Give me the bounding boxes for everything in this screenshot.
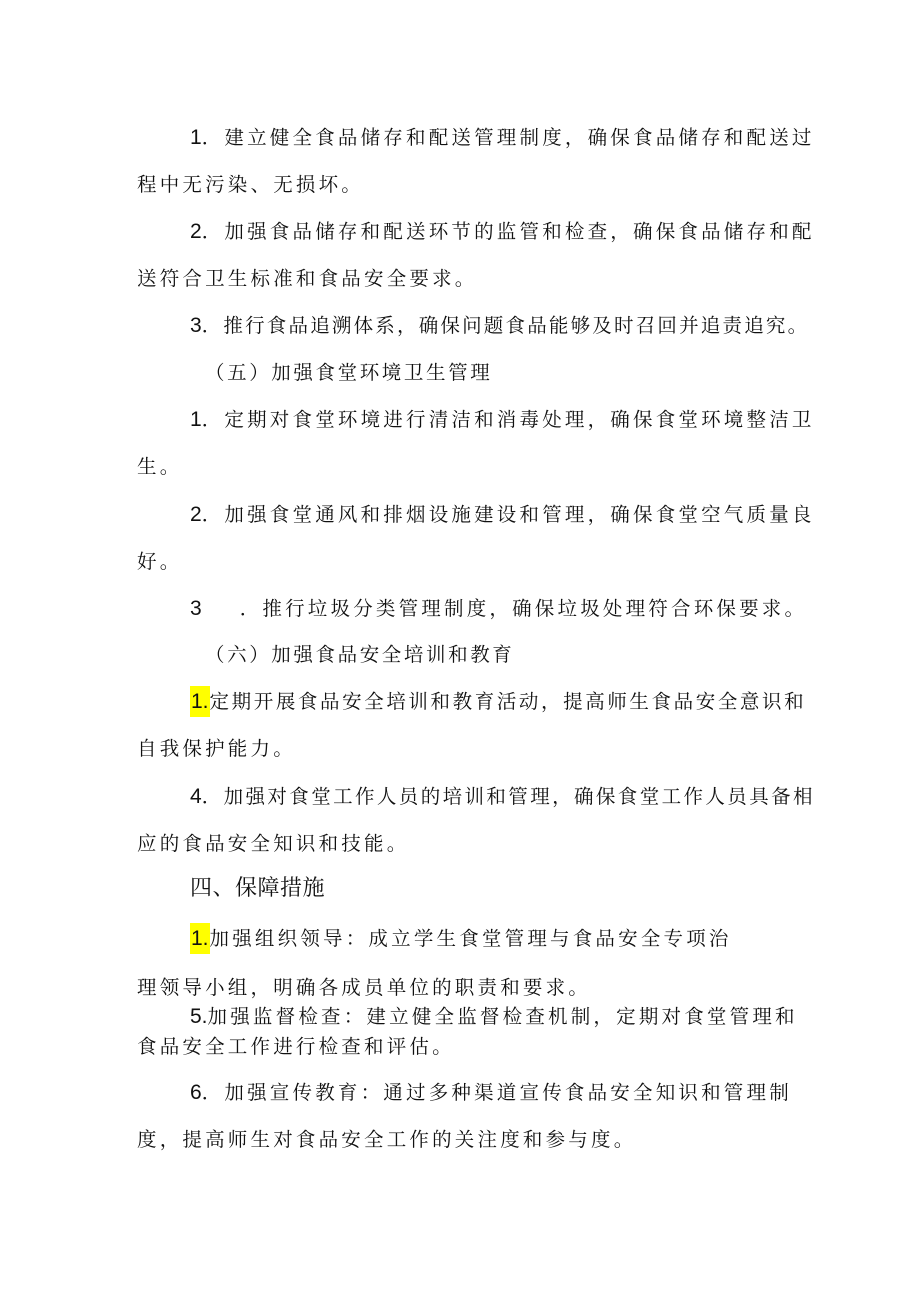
paragraph-line xyxy=(190,596,807,622)
item-text: 加强组织领导：成立学生食堂管理与食品安全专项治 xyxy=(209,927,732,950)
item-number: 3 xyxy=(190,314,202,337)
item-number: 3 xyxy=(190,597,202,620)
item-text: ．推行垃圾分类管理制度，确保垃圾处理符合环保要求。 xyxy=(239,597,808,620)
paragraph-line xyxy=(190,407,815,433)
item-number: 5. xyxy=(190,1005,208,1028)
paragraph-line xyxy=(190,926,732,952)
item-number: 2 xyxy=(190,220,202,243)
item-number: 1 xyxy=(190,126,202,149)
paragraph-line xyxy=(190,1080,792,1106)
paragraph-line xyxy=(190,125,815,151)
paragraph-continuation: 生。 xyxy=(137,455,183,478)
item-text: 定期开展食品安全培训和教育活动，提高师生食品安全意识和 xyxy=(209,690,807,713)
item-text: ．定期对食堂环境进行清洁和消毒处理，确保食堂环境整洁卫 xyxy=(201,408,815,431)
item-text: ．加强对食堂工作人员的培训和管理，确保食堂工作人员具备相 xyxy=(201,785,815,808)
item-number: 4 xyxy=(190,785,202,808)
item-text: ．加强食堂通风和排烟设施建设和管理，确保食堂空气质量良 xyxy=(201,503,815,526)
item-text: 加强监督检查：建立健全监督检查机制，定期对食堂管理和 xyxy=(207,1005,798,1028)
item-text: ．推行食品追溯体系，确保问题食品能够及时召回并追责追究。 xyxy=(201,314,810,337)
paragraph-continuation: 应的食品安全知识和技能。 xyxy=(137,832,410,855)
paragraph-line xyxy=(190,689,806,715)
paragraph-line xyxy=(190,219,815,245)
paragraph-continuation: 食品安全工作进行检查和评估。 xyxy=(137,1035,455,1058)
item-number: 2 xyxy=(190,503,202,526)
paragraph-line xyxy=(190,502,815,528)
paragraph-continuation: 理领导小组，明确各成员单位的职责和要求。 xyxy=(137,976,592,999)
item-number: 1 xyxy=(190,408,202,431)
paragraph-continuation: 好。 xyxy=(137,550,183,573)
subsection-heading: （六）加强食品安全培训和教育 xyxy=(205,643,515,666)
paragraph-continuation: 送符合卫生标准和食品安全要求。 xyxy=(137,267,478,290)
item-text: ．加强食品储存和配送环节的监管和检查，确保食品储存和配 xyxy=(201,220,815,243)
paragraph-continuation: 自我保护能力。 xyxy=(137,737,296,760)
paragraph-continuation: 度，提高师生对食品安全工作的关注度和参与度。 xyxy=(137,1128,637,1151)
paragraph-continuation: 程中无污染、无损坏。 xyxy=(137,173,365,196)
section-heading: 四、保障措施 xyxy=(190,876,326,901)
item-number-highlighted: 1. xyxy=(190,923,210,954)
subsection-heading: （五）加强食堂环境卫生管理 xyxy=(205,361,493,384)
paragraph-line xyxy=(190,1004,798,1030)
item-text: ．加强宣传教育：通过多种渠道宣传食品安全知识和管理制 xyxy=(201,1081,792,1104)
item-number-highlighted: 1. xyxy=(190,686,210,717)
paragraph-line xyxy=(190,313,809,339)
paragraph-line xyxy=(190,784,815,810)
item-text: ．建立健全食品储存和配送管理制度，确保食品储存和配送过 xyxy=(201,126,815,149)
item-number: 6 xyxy=(190,1081,202,1104)
